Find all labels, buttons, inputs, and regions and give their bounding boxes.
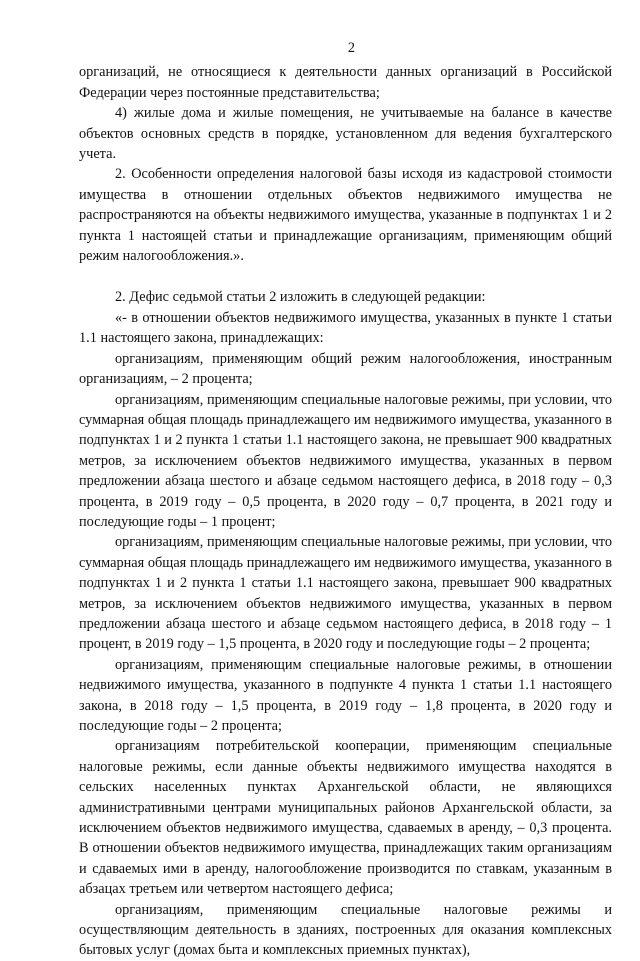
paragraph: 2. Особенности определения налоговой базы исходя из кадастровой стоимости имущества в отношении отдельных объектов недвижимого имущества не распространяются на объекты недвижимого имущества, указанные в подпунктах 1 и 2 пункта 1 настоящей статьи и принадлежащие организациям, применяющим общий режим налогообложения.». xyxy=(79,166,612,265)
paragraph: организациям, применяющим специальные налоговые режимы, в отношении недвижимого имущества, указанного в подпункте 4 пункта 1 статьи 1.1 настоящего закона, в 2018 году – 1,5 процента, в 2019 году – 1,8 процента, в 2020 году и последующие годы – 2 процента; xyxy=(79,656,612,734)
paragraph: 2. Дефис седьмой статьи 2 изложить в следующей редакции: xyxy=(115,289,486,306)
paragraph: организаций, не относящиеся к деятельности данных организаций в Российской Федерации через постоянные представительства; xyxy=(79,64,612,101)
paragraph: организациям, применяющим специальные налоговые режимы и осуществляющим деятельность в зданиях, построенных для оказания комплексных бытовых услуг (домах быта и комплексных приемных пунктах), xyxy=(79,901,612,959)
paragraph: организациям потребительской кооперации, применяющим специальные налоговые режимы, если данные объекты недвижимого имущества находятся в сельских населенных пунктах Архангельской области, не являющихся административными центрами муниципальных районов Архангельской области, за исключением объектов недвижимого имущества, сдаваемых в аренду, – 0,3 процента. В отношении объектов недвижимого имущества, принадлежащих таким организациям и сдаваемых ими в аренду, налогообложение производится по ставкам, указанным в абзацах третьем или четвертом настоящего дефиса; xyxy=(79,738,612,898)
paragraph: «- в отношении объектов недвижимого имущества, указанных в пункте 1 статьи 1.1 настоящего закона, принадлежащих: xyxy=(79,309,612,347)
paragraph: организациям, применяющим общий режим налогообложения, иностранным организациям, – 2 процента; xyxy=(79,350,612,388)
paragraph: организациям, применяющим специальные налоговые режимы, при условии, что суммарная общая площадь принадлежащего им недвижимого имущества, указанного в подпунктах 1 и 2 пункта 1 статьи 1.1 настоящего закона, не превышает 900 квадратных метров, за исключением объектов недвижимого имущества, указанных в первом предложении абзаца шестого и абзаце седьмом настоящего дефиса, в 2018 году – 0,3 процента, в 2019 году – 0,5 процента, в 2020 году – 0,7 процента, в 2021 году и последующие годы – 1 процент; xyxy=(79,391,612,530)
page-number: 2 xyxy=(347,40,356,56)
paragraph: 4) жилые дома и жилые помещения, не учитываемые на балансе в качестве объектов основных средств в порядке, установленном для ведения бухгалтерского учета. xyxy=(79,105,612,163)
paragraph: организациям, применяющим специальные налоговые режимы, при условии, что суммарная общая площадь принадлежащего им недвижимого имущества, указанного в подпунктах 1 и 2 пункта 1 статьи 1.1 настоящего закона, превышает 900 квадратных метров, за исключением объектов недвижимого имущества, указанных в первом предложении абзаца шестого и абзаце седьмом настоящего дефиса, в 2018 году – 1 процент, в 2019 году – 1,5 процента, в 2020 году и последующие годы – 2 процента; xyxy=(79,534,612,653)
document-body xyxy=(79,62,612,960)
